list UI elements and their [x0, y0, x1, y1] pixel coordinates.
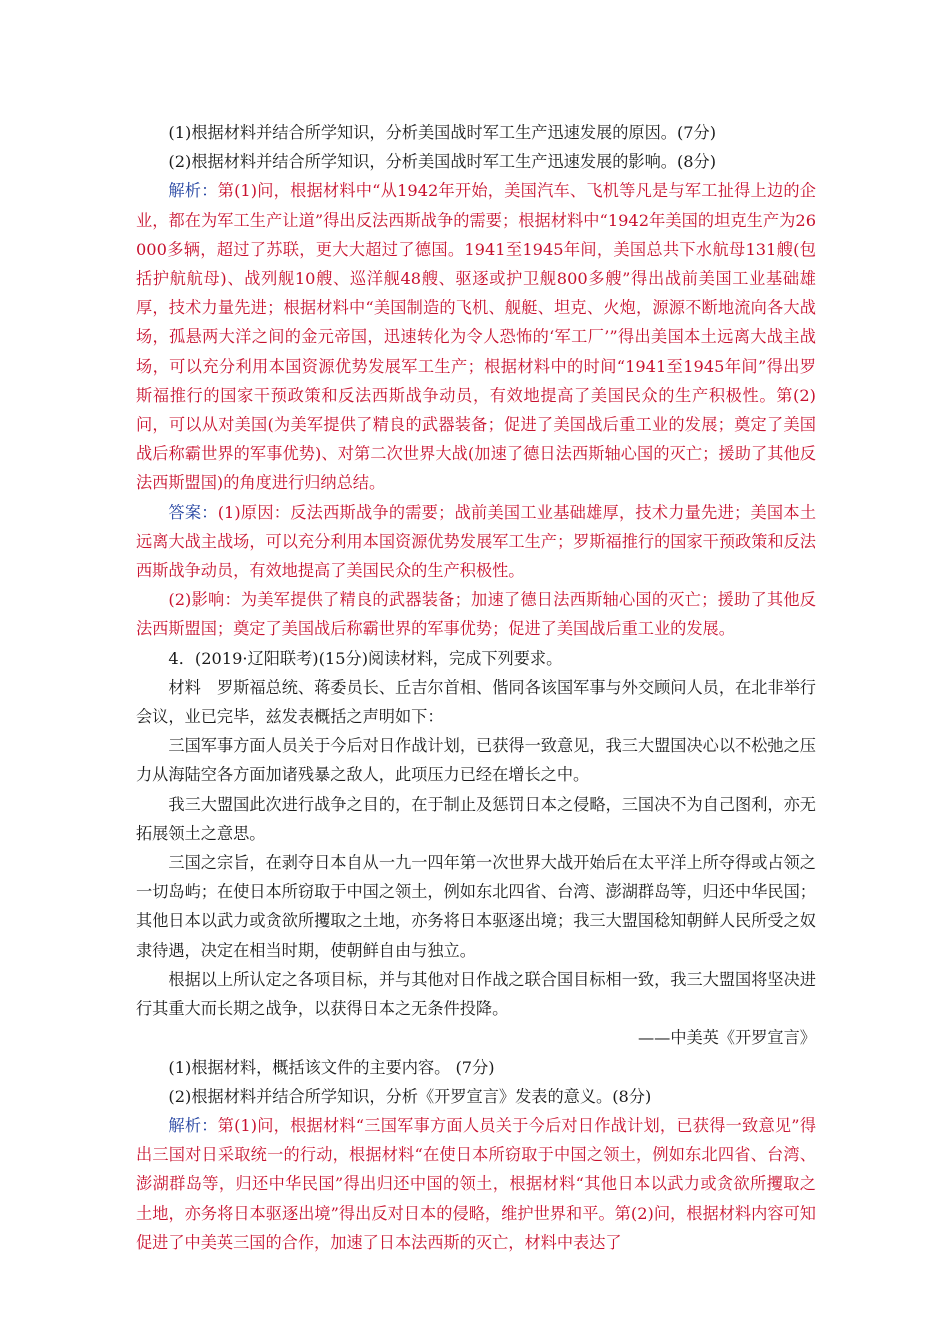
q4-material-paragraph: 三国之宗旨，在剥夺日本自从一九一四年第一次世界大战开始后在太平洋上所夺得或占领之一切岛屿；在使日本所窃取于中国之领土，例如东北四省、台湾、澎湖群岛等，归还中华民国；其他日本以武力或贪欲所攫取之土地，亦务将日本驱逐出境；我三大盟国稔知朝鲜人民所受之奴隶待遇，决定在相当时期，使朝鲜自由与独立。: [136, 853, 816, 960]
q3-analysis: [136, 176, 816, 497]
q4-material-paragraph: 三国军事方面人员关于今后对日作战计划，已获得一致意见，我三大盟国决心以不松弛之压力从海陆空各方面加诸残暴之敌人，此项压力已经在增长之中。: [136, 736, 816, 785]
q3-answer-1: [136, 498, 816, 586]
q4-analysis-label: 解析：: [168, 1115, 218, 1135]
q3-analysis-label: 解析：: [168, 181, 218, 201]
q3-analysis-text: 第(1)问，根据材料中“从1942年开始，美国汽车、飞机等凡是与军工扯得上边的企业，都在为军工生产让道”得出反法西斯战争的需要；根据材料中“1942年美国的坦克生产为26 000多辆，超过了苏联，更大大超过了德国。1941至1945年间，美国总共下水航母131艘(包括护航航母)、战列舰10艘、巡洋舰48艘、驱逐或护卫舰800多艘”得出战前美国工业基础雄厚，技术力量先进；根据材料中“美国制造的飞机、舰艇、坦克、火炮，源源不断地流向各大战场，孤悬两大洋之间的金元帝国，迅速转化为令人恐怖的‘军工厂’”得出美国本土远离大战主战场，可以充分利用本国资源优势发展军工生产；根据材料中的时间“1941至1945年间”得出罗斯福推行的国家干预政策和反法西斯战争动员，有效地提高了美国民众的生产积极性。第(2)问，可以从对美国(为美军提供了精良的武器装备；促进了美国战后重工业的发展；奠定了美国战后称霸世界的军事优势)、对第二次世界大战(加速了德日法西斯轴心国的灭亡；援助了其他反法西斯盟国)的角度进行归纳总结。: [136, 181, 816, 493]
q4-analysis: [136, 1111, 816, 1257]
q4-heading: 4．(2019·辽阳联考)(15分)阅读材料，完成下列要求。: [168, 648, 563, 668]
q3-answer-1-text: (1)原因：反法西斯战争的需要；战前美国工业基础雄厚，技术力量先进；美国本土远离大战主战场，可以充分利用本国资源优势发展军工生产；罗斯福推行的国家干预政策和反法西斯战争动员，有效地提高了美国民众的生产积极性。: [136, 502, 817, 581]
q3-answer-2: (2)影响：为美军提供了精良的武器装备；加速了德日法西斯轴心国的灭亡；援助了其他反法西斯盟国；奠定了美国战后称霸世界的军事优势；促进了美国战后重工业的发展。: [136, 590, 816, 639]
document-page: [136, 118, 816, 1257]
q4-source: ——中美英《开罗宣言》: [637, 1028, 816, 1048]
q3-sub-question-2: (2)根据材料并结合所学知识，分析美国战时军工生产迅速发展的影响。(8分): [168, 152, 717, 172]
q4-analysis-text: 第(1)问，根据材料“三国军事方面人员关于今后对日作战计划，已获得一致意见”得出三国对日采取统一的行动，根据材料“在使日本所窃取于中国之领土，例如东北四省、台湾、澎湖群岛等，归还中华民国”得出归还中国的领土，根据材料“其他日本以武力或贪欲所攫取之土地，亦务将日本驱逐出境”得出反对日本的侵略，维护世界和平。第(2)问，根据材料内容可知促进了中美英三国的合作，加速了日本法西斯的灭亡，材料中表达了: [136, 1115, 817, 1252]
q4-sub-question-2: (2)根据材料并结合所学知识，分析《开罗宣言》发表的意义。(8分): [168, 1086, 652, 1106]
q4-sub-question-1: (1)根据材料，概括该文件的主要内容。 (7分): [168, 1057, 495, 1077]
q4-material-paragraph: 我三大盟国此次进行战争之目的，在于制止及惩罚日本之侵略，三国决不为自己图利，亦无拓展领土之意思。: [136, 794, 816, 843]
q4-material-paragraph: 根据以上所认定之各项目标，并与其他对日作战之联合国目标相一致，我三大盟国将坚决进行其重大而长期之战争，以获得日本之无条件投降。: [136, 969, 816, 1019]
q3-answer-label: 答案：: [168, 502, 218, 522]
q4-material-intro: 材料 罗斯福总统、蒋委员长、丘吉尔首相、偕同各该国军事与外交顾问人员，在北非举行会议，业已完毕，兹发表概括之声明如下：: [136, 677, 816, 727]
q3-sub-question-1: (1)根据材料并结合所学知识，分析美国战时军工生产迅速发展的原因。(7分): [168, 123, 717, 142]
